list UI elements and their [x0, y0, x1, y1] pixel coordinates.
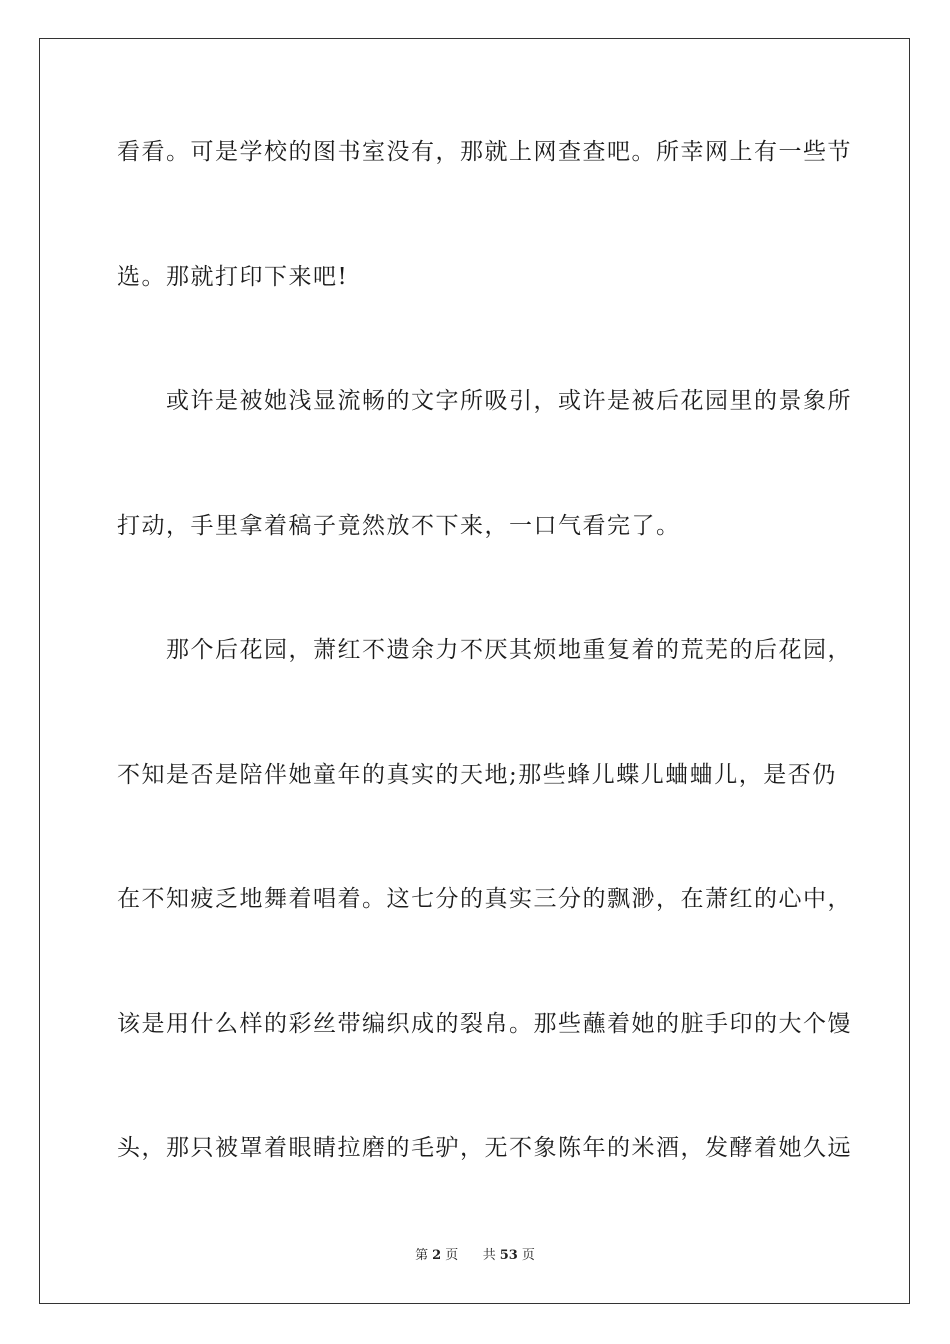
- total-suffix: 页: [521, 1248, 535, 1263]
- text-line-2: 选。那就打印下来吧!: [117, 264, 349, 290]
- text-line-9: 头，那只被罩着眼睛拉磨的毛驴，无不象陈年的米酒，发酵着她久远: [117, 1135, 852, 1161]
- text-line-7: 在不知疲乏地舞着唱着。这七分的真实三分的飘渺，在萧红的心中，: [117, 886, 852, 912]
- page-number: 2: [432, 1248, 442, 1263]
- text-line-5: 那个后花园，萧红不遗余力不厌其烦地重复着的荒芜的后花园，: [166, 637, 852, 663]
- text-line-4: 打动，手里拿着稿子竟然放不下来，一口气看完了。: [117, 513, 681, 539]
- total-prefix: 共: [482, 1248, 496, 1263]
- page-suffix: 页: [445, 1248, 459, 1263]
- page-border: [39, 38, 910, 1304]
- page-indicator: [413, 1248, 460, 1263]
- page-prefix: 第: [415, 1248, 429, 1263]
- text-line-8: 该是用什么样的彩丝带编织成的裂帛。那些蘸着她的脏手印的大个馒: [117, 1011, 852, 1037]
- total-pages: 53: [499, 1248, 518, 1263]
- text-line-6: 不知是否是陪伴她童年的真实的天地;那些蜂儿蝶儿蛐蛐儿，是否仍: [117, 762, 837, 788]
- total-pages-indicator: [481, 1248, 537, 1263]
- text-line-1: 看看。可是学校的图书室没有，那就上网查查吧。所幸网上有一些节: [117, 139, 852, 165]
- text-line-3: 或许是被她浅显流畅的文字所吸引，或许是被后花园里的景象所: [166, 388, 852, 414]
- page-footer: [0, 1247, 950, 1265]
